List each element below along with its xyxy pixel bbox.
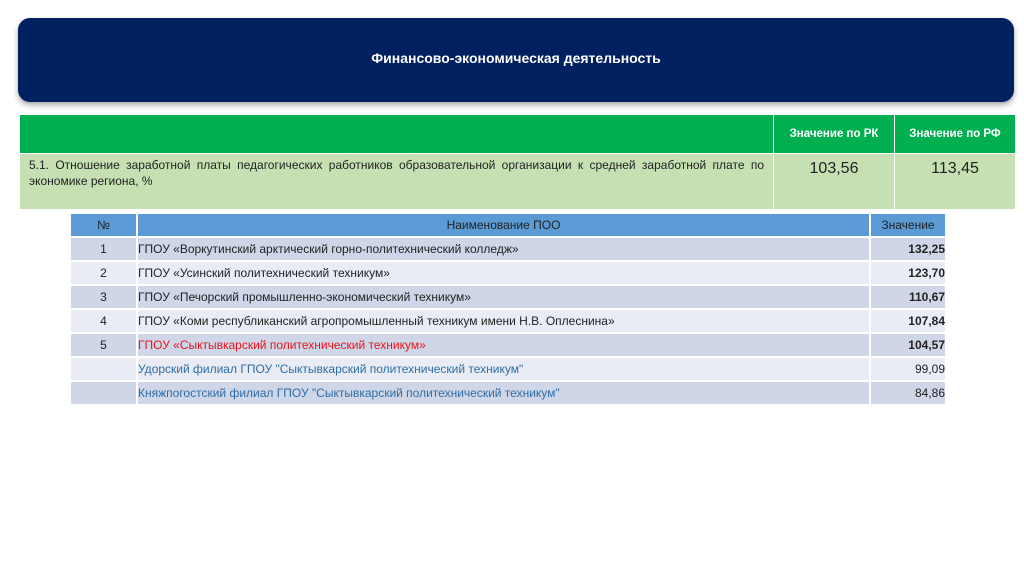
row-number: 1: [70, 237, 137, 261]
table-row-branch: [70, 357, 946, 381]
ranking-table-header: [70, 213, 946, 237]
col-rf-header: Значение по РФ: [895, 115, 1016, 154]
value-rf: 113,45: [895, 154, 1016, 210]
indicator-row: [20, 154, 1016, 210]
col-rk-header: Значение по РК: [774, 115, 895, 154]
row-value: 104,57: [870, 333, 946, 357]
table-row: [70, 285, 946, 309]
row-name: ГПОУ «Коми республиканский агропромышленный техникум имени Н.В. Оплеснина»: [137, 309, 870, 333]
row-number: [70, 381, 137, 405]
table-row: [70, 309, 946, 333]
col-name-header: Наименование ПОО: [137, 213, 870, 237]
indicator-header-blank: [20, 115, 774, 154]
ranking-table: [69, 212, 947, 406]
row-number: 5: [70, 333, 137, 357]
table-row: [70, 237, 946, 261]
row-number: 3: [70, 285, 137, 309]
row-value: 132,25: [870, 237, 946, 261]
table-row: [70, 261, 946, 285]
indicator-table-header: [20, 115, 1016, 154]
row-value: 84,86: [870, 381, 946, 405]
col-num-header: №: [70, 213, 137, 237]
table-row-branch: [70, 381, 946, 405]
row-number: 2: [70, 261, 137, 285]
row-value: 123,70: [870, 261, 946, 285]
row-number: 4: [70, 309, 137, 333]
indicator-table: [19, 114, 1016, 210]
row-number: [70, 357, 137, 381]
row-name: ГПОУ «Воркутинский арктический горно-политехнический колледж»: [137, 237, 870, 261]
row-name: Удорский филиал ГПОУ "Сыктывкарский политехнический техникум": [137, 357, 870, 381]
indicator-text: 5.1. Отношение заработной платы педагогических работников образовательной организации к средней заработной плате по экономике региона, %: [20, 154, 774, 210]
row-name: Княжпогостский филиал ГПОУ "Сыктывкарский политехнический техникум": [137, 381, 870, 405]
page-title: Финансово-экономическая деятельность: [371, 50, 661, 66]
row-name: ГПОУ «Печорский промышленно-экономический техникум»: [137, 285, 870, 309]
row-value: 99,09: [870, 357, 946, 381]
value-rk: 103,56: [774, 154, 895, 210]
row-value: 110,67: [870, 285, 946, 309]
row-name: ГПОУ «Усинский политехнический техникум»: [137, 261, 870, 285]
table-row-highlighted: [70, 333, 946, 357]
row-name: ГПОУ «Сыктывкарский политехнический техникум»: [137, 333, 870, 357]
col-value-header: Значение: [870, 213, 946, 237]
row-value: 107,84: [870, 309, 946, 333]
title-banner: [18, 18, 1014, 102]
